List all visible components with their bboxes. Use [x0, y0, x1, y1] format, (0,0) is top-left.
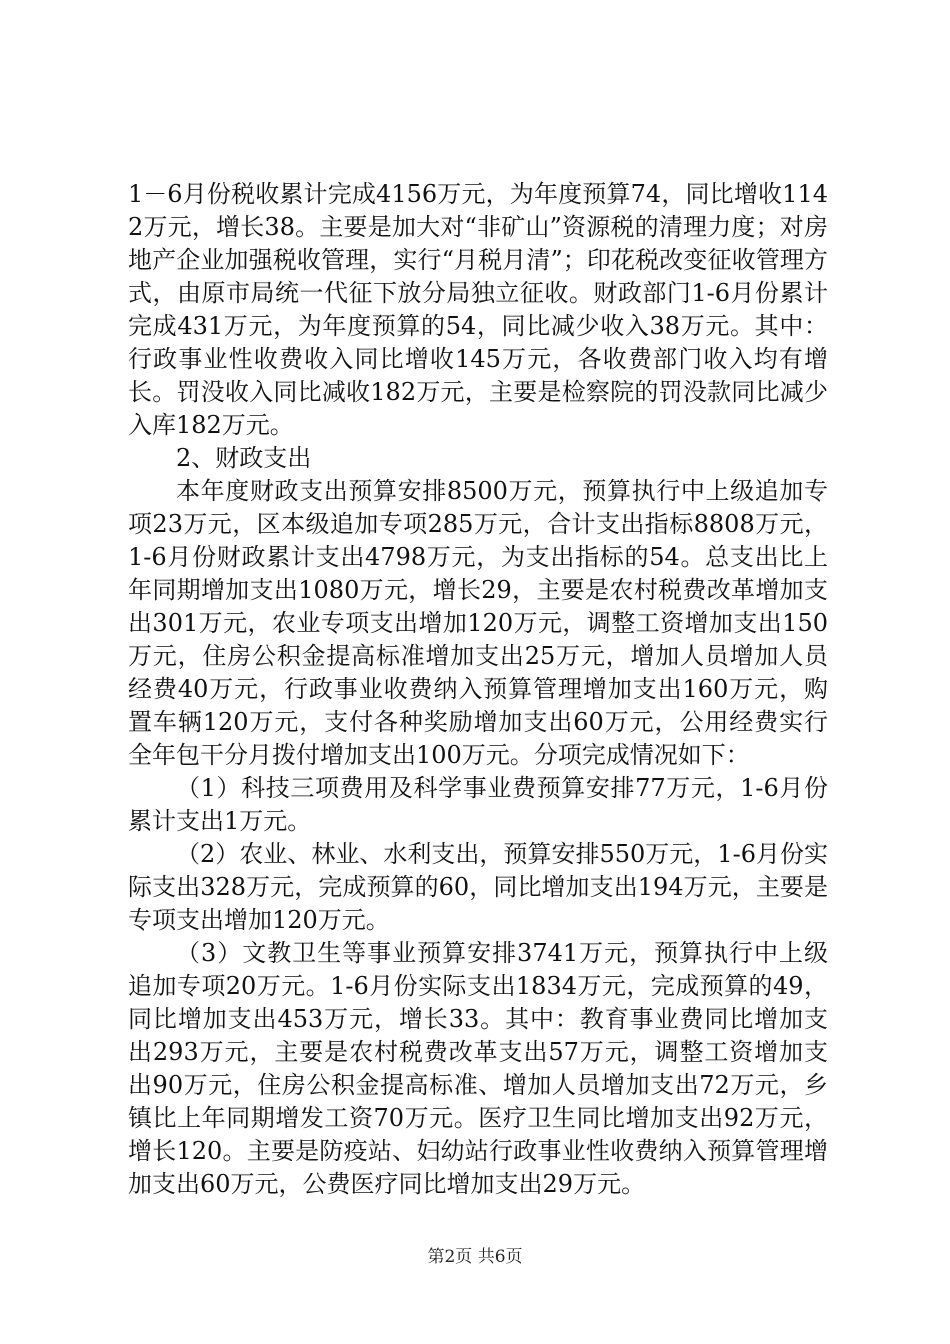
paragraph-tax-revenue: 1－6月份税收累计完成4156万元，为年度预算74，同比增收1142万元，增长38。主要是加大对“非矿山”资源税的清理力度；对房地产企业加强税收管理，实行“月税月清”；印花税改变征收管理方式，由原市局统一代征下放分局独立征收。财政部门1-6月份累计完成431万元，为年度预算的54，同比减少收入38万元。其中：行政事业性收费收入同比增收145万元，各收费部门收入均有增长。罚没收入同比减收182万元，主要是检察院的罚没款同比减少入库182万元。: [128, 180, 828, 439]
document-body: [128, 178, 828, 1201]
paragraph-item-2-agriculture: （2）农业、林业、水利支出，预算安排550万元，1-6月份实际支出328万元，完成预算的60，同比增加支出194万元，主要是专项支出增加120万元。: [128, 840, 828, 934]
paragraph-item-1-science: （1）科技三项费用及科学事业费预算安排77万元，1-6月份累计支出1万元。: [128, 774, 828, 835]
paragraph-expenditure-overview: 本年度财政支出预算安排8500万元，预算执行中上级追加专项23万元，区本级追加专项285万元，合计支出指标8808万元，1-6月份财政累计支出4798万元，为支出指标的54。总支出比上年同期增加支出1080万元，增长29，主要是农村税费改革增加支出301万元，农业专项支出增加120万元，调整工资增加支出150万元，住房公积金提高标准增加支出25万元，增加人员增加人员经费40万元，行政事业收费纳入预算管理增加支出160万元，购置车辆120万元，支付各种奖励增加支出60万元，公用经费实行全年包干分月拨付增加支出100万元。分项完成情况如下：: [128, 477, 828, 769]
page-footer: 第2页 共6页: [427, 1247, 523, 1267]
paragraph-item-3-education-health: （3）文教卫生等事业预算安排3741万元，预算执行中上级追加专项20万元。1-6月份实际支出1834万元，完成预算的49，同比增加支出453万元，增长33。其中：教育事业费同比增加支出293万元，主要是农村税费改革支出57万元，调整工资增加支出90万元，住房公积金提高标准、增加人员增加支出72万元，乡镇比上年同期增发工资70万元。医疗卫生同比增加支出92万元，增长120。主要是防疫站、妇幼站行政事业性收费纳入预算管理增加支出60万元，公费医疗同比增加支出29万元。: [128, 939, 828, 1198]
section-heading-fiscal-expenditure: 2、财政支出: [176, 444, 312, 472]
